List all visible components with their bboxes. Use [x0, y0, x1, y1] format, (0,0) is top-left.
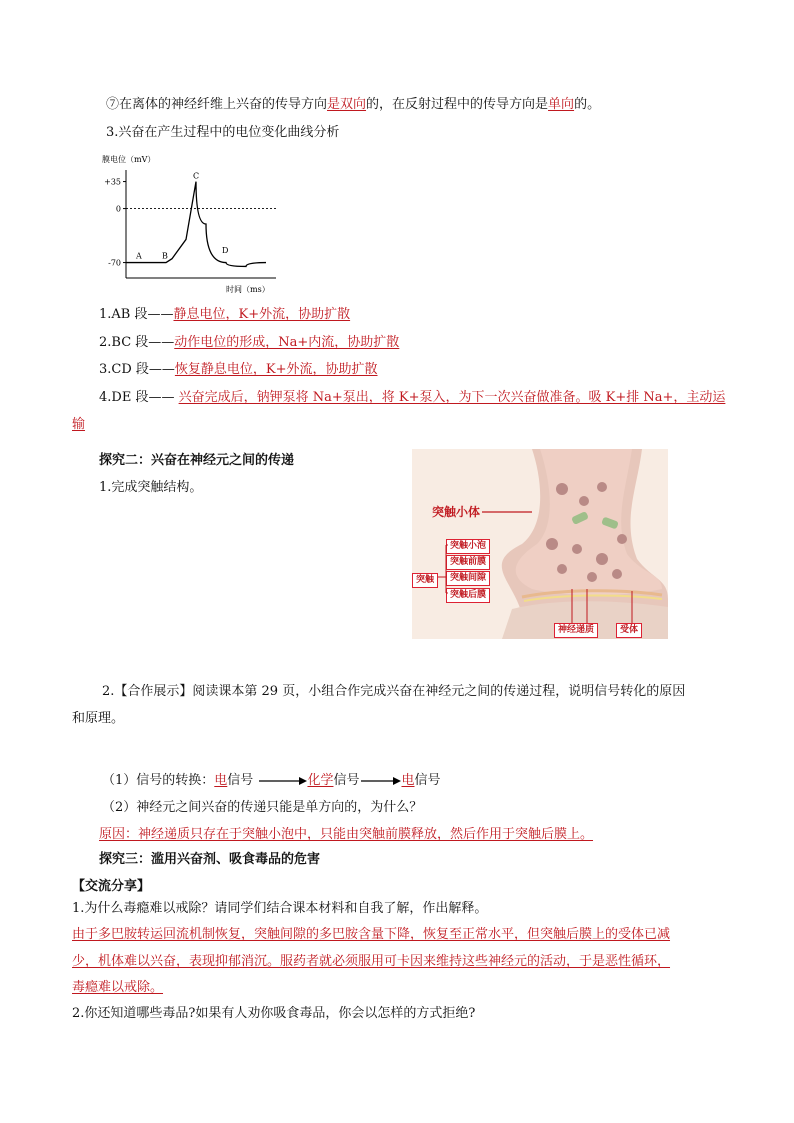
- pointer-line: [482, 509, 532, 515]
- signal-1-answer: 电: [214, 773, 228, 788]
- signal-conversion-line: [102, 772, 441, 790]
- signal-conversion-prefix: （1）信号的转换：: [102, 773, 215, 788]
- inquiry-2-q2-line1: 2.【合作展示】阅读课本第 29 页，小组合作完成兴奋在神经元之间的传递过程，说明信号转化的原因: [102, 684, 686, 699]
- chart-point-label-c: C: [193, 171, 200, 181]
- segment-cd: [99, 361, 378, 379]
- signal-2-word: 信号: [333, 773, 360, 788]
- label-synaptic-knob: 突触小体: [432, 505, 481, 519]
- chart-point-label-a: A: [136, 251, 142, 261]
- item7-text-mid: 的，在反射过程中的传导方向是: [366, 97, 549, 112]
- segment-de-label: 4.DE 段——: [99, 390, 179, 405]
- direction-reason-answer: 原因：神经递质只存在于突触小泡中，只能由突触前膜释放，然后作用于突触后膜上。: [99, 827, 594, 842]
- segment-cd-answer: 恢复静息电位，K+外流，协助扩散: [174, 362, 378, 377]
- signal-2-answer: 化学: [307, 773, 334, 788]
- inquiry-2-title: 探究二：兴奋在神经元之间的传递: [99, 453, 295, 468]
- membrane-potential-chart: [96, 150, 286, 296]
- synapse-figure: [412, 449, 668, 639]
- bottom-pointer-lines: [552, 579, 662, 623]
- segment-de-answer: 兴奋完成后，钠钾泵将 Na+泵出，将 K+泵入，为下一次兴奋做准备。吸 K+排 Na+，主动运: [178, 390, 726, 405]
- inquiry-3-a1-line1: 由于多巴胺转运回流机制恢复，突触间隙的多巴胺含量下降，恢复至正常水平，但突触后膜上的受体已减: [72, 927, 671, 942]
- segment-bc-answer: 动作电位的形成，Na+内流，协助扩散: [174, 335, 400, 350]
- label-receptor: 受体: [616, 623, 642, 638]
- segment-bc-label: 2.BC 段——: [99, 335, 175, 350]
- item-7-line: [106, 96, 600, 114]
- chart-point-label-b: B: [162, 251, 168, 261]
- exchange-heading: 【交流分享】: [72, 879, 151, 894]
- signal-3-word: 信号: [414, 773, 441, 788]
- chart-y-axis-label: 膜电位（mV）: [102, 155, 156, 164]
- item7-answer-2: 单向: [548, 97, 575, 112]
- chart-potential-curve: [126, 182, 266, 267]
- segment-ab-label: 1.AB 段——: [99, 307, 174, 322]
- inquiry-3-q2: 2.你还知道哪些毒品?如果有人劝你吸食毒品，你会以怎样的方式拒绝?: [72, 1006, 476, 1021]
- segment-cd-label: 3.CD 段——: [99, 362, 175, 377]
- segment-de: [99, 389, 725, 407]
- inquiry-2-q1: 1.完成突触结构。: [99, 480, 203, 495]
- signal-3-answer: 电: [401, 773, 415, 788]
- label-synaptic-cleft: 突触间隙: [446, 571, 490, 586]
- inquiry-3-a1-line2: 少，机体难以兴奋，表现抑郁消沉。服药者就必须服用可卡因来维持这些神经元的活动，于是恶性循环，: [72, 954, 671, 969]
- segment-ab: [99, 306, 350, 324]
- segment-bc: [99, 334, 399, 352]
- segment-ab-answer: 静息电位，K+外流，协助扩散: [173, 307, 351, 322]
- heading-3: 3.兴奋在产生过程中的电位变化曲线分析: [106, 125, 340, 140]
- label-neurotransmitter: 神经递质: [554, 623, 598, 638]
- inquiry-3-title: 探究三：滥用兴奋剂、吸食毒品的危害: [99, 852, 321, 867]
- arrow-1-icon: [257, 776, 307, 786]
- arrow-2-icon: [359, 776, 401, 786]
- label-postsynaptic-membrane: 突触后膜: [446, 588, 490, 603]
- segment-de-answer-cont: 输: [72, 417, 86, 432]
- group-bracket-lines: [436, 543, 526, 603]
- chart-y-tick-label: 0: [115, 204, 121, 214]
- inquiry-3-q1: 1.为什么毒瘾难以戒除？请同学们结合课本材料和自我了解，作出解释。: [72, 901, 488, 916]
- label-synaptic-vesicle: 突触小泡: [446, 539, 490, 554]
- chart-y-tick-label: +35: [104, 177, 121, 187]
- signal-1-word: 信号: [227, 773, 254, 788]
- label-presynaptic-membrane: 突触前膜: [446, 555, 490, 570]
- inquiry-3-a1-line3: 毒瘾难以戒除。: [72, 980, 164, 995]
- chart-x-axis-label: 时间（ms）: [226, 285, 270, 294]
- chart-y-tick-label: -70: [108, 258, 121, 268]
- item7-text-post: 的。: [574, 97, 601, 112]
- inquiry-2-q2-line2: 和原理。: [72, 711, 125, 726]
- item7-text: ⑦在离体的神经纤维上兴奋的传导方向: [106, 97, 328, 112]
- direction-question: （2）神经元之间兴奋的传递只能是单方向的，为什么？: [102, 800, 423, 815]
- chart-point-label-d: D: [222, 246, 229, 255]
- label-synapse-group: 突触: [412, 573, 438, 588]
- item7-answer-1: 是双向: [327, 97, 367, 112]
